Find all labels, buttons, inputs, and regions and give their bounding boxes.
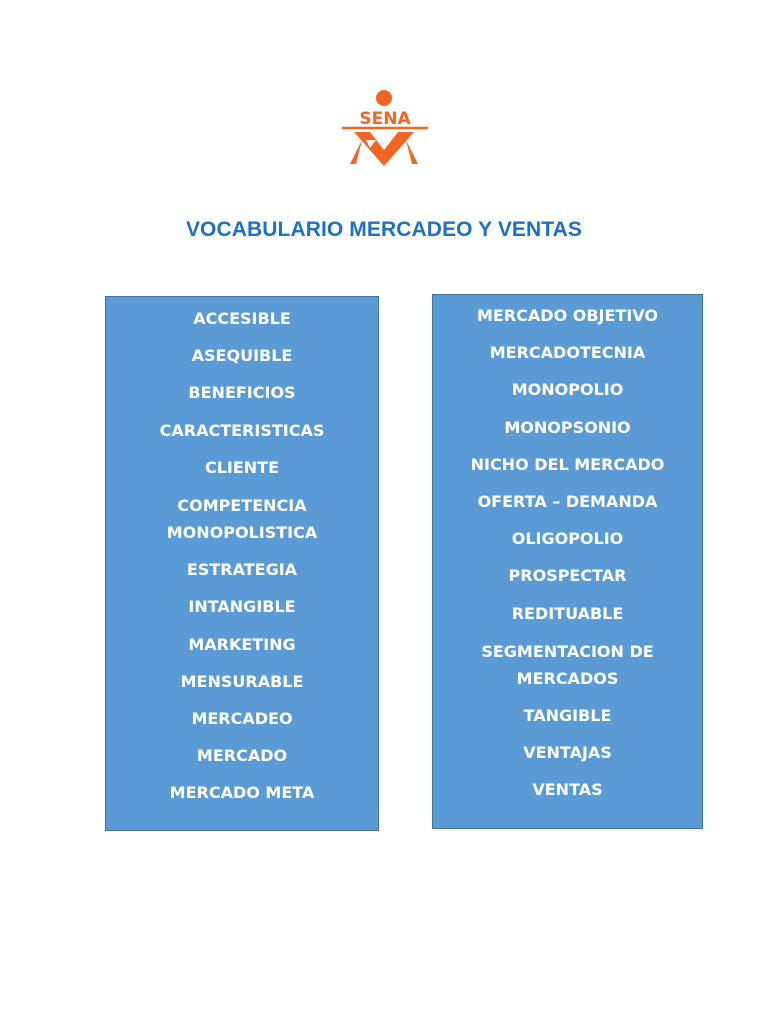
vocabulary-term: OFERTA – DEMANDA [477,491,658,511]
vocabulary-term: BENEFICIOS [188,383,296,403]
vocabulary-term: MERCADO [196,746,288,766]
vocabulary-term: MONOPOLIO [511,380,624,400]
vocabulary-term: MONOPSONIO [504,417,631,437]
vocabulary-box-right [432,294,703,829]
vocabulary-term: ESTRATEGIA [186,560,298,580]
vocabulary-term: VENTAS [532,780,603,800]
logo-text: SENA [359,109,411,129]
vocabulary-term: MARKETING [188,634,296,654]
vocabulary-box-left [105,296,379,831]
page-title: VOCABULARIO MERCADEO Y VENTAS [185,218,583,241]
vocabulary-term: MERCADOTECNIA [489,343,646,363]
vocabulary-term: TANGIBLE [523,705,612,725]
sena-logo-icon [340,88,430,168]
vocabulary-term: SEGMENTACION DE MERCADOS [481,641,654,688]
vocabulary-term: COMPETENCIA MONOPOLISTICA [166,495,318,542]
vocabulary-term: INTANGIBLE [188,597,296,617]
vocabulary-term: MERCADEO [191,708,293,728]
vocabulary-list-right [433,303,702,803]
vocabulary-term: PROSPECTAR [508,566,627,586]
vocabulary-term: VENTAJAS [523,743,612,763]
vocabulary-term: NICHO DEL MERCADO [470,454,665,474]
vocabulary-term: CLIENTE [204,457,280,477]
vocabulary-list-left [106,306,378,806]
vocabulary-term: OLIGOPOLIO [511,529,624,549]
sena-logo [340,88,430,168]
vocabulary-term: ASEQUIBLE [191,346,293,366]
vocabulary-term: CARACTERISTICAS [159,420,325,440]
vocabulary-term: MERCADO OBJETIVO [477,306,658,325]
vocabulary-term: MERCADO META [169,783,315,803]
vocabulary-term: MENSURABLE [180,671,304,691]
vocabulary-term: REDITUABLE [511,603,624,623]
vocabulary-term: ACCESIBLE [193,309,291,328]
